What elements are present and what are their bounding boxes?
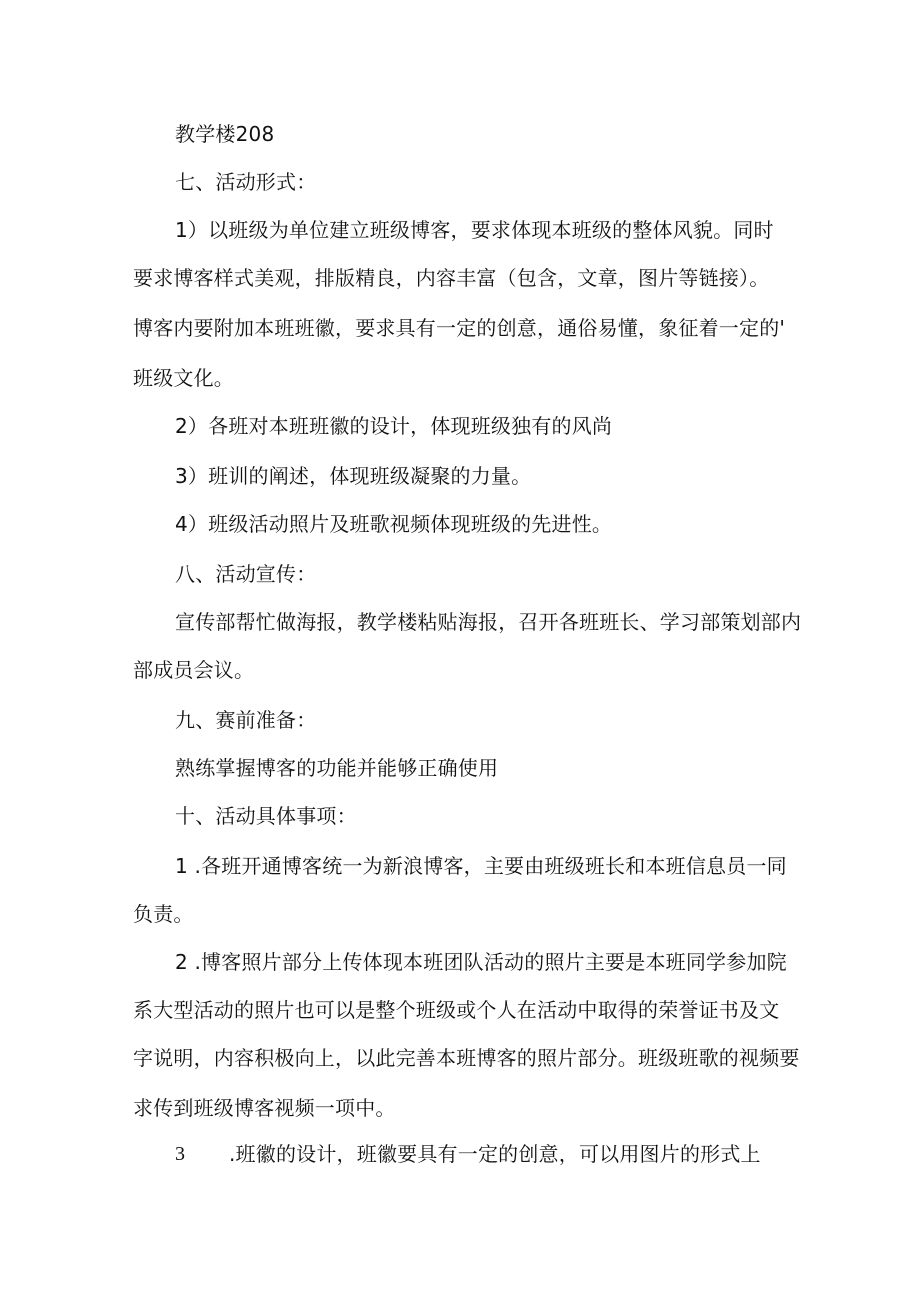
text-line: 2 .博客照片部分上传体现本班团队活动的照片主要是本班同学参加院 (175, 950, 787, 974)
section-heading: 九、赛前准备： (175, 708, 317, 732)
text-line: 熟练掌握博客的功能并能够正确使用 (175, 756, 499, 780)
text-line: 系大型活动的照片也可以是整个班级或个人在活动中取得的荣誉证书及文 (133, 998, 780, 1022)
text-line: 负责。 (133, 902, 194, 926)
text-line: 班级文化。 (133, 366, 234, 390)
text-line: .班徽的设计，班徽要具有一定的创意，可以用图片的形式上 (229, 1142, 761, 1166)
section-heading: 八、活动宣传： (175, 562, 317, 586)
text-line: 部成员会议。 (133, 658, 255, 682)
text-line: 字说明，内容积极向上，以此完善本班博客的照片部分。班级班歌的视频要 (133, 1046, 800, 1070)
text-line: 要求博客样式美观，排版精良，内容丰富（包含，文章，图片等链接）。 (133, 266, 770, 290)
text-line: 宣传部帮忙做海报，教学楼粘贴海报，召开各班班长、学习部策划部内 (175, 610, 802, 634)
section-heading: 十、活动具体事项： (175, 804, 357, 828)
text-line: 1）以班级为单位建立班级博客，要求体现本班级的整体风貌。同时 (175, 218, 774, 242)
text-line: 教学楼208 (175, 122, 275, 146)
text-line: 4）班级活动照片及班歌视频体现班级的先进性。 (175, 512, 613, 536)
text-line: 2）各班对本班班徽的设计，体现班级独有的风尚 (175, 414, 613, 438)
section-heading: 七、活动形式： (175, 170, 317, 194)
text-line: 求传到班级博客视频一项中。 (133, 1096, 396, 1120)
text-line: 博客内要附加本班班徽，要求具有一定的创意，通俗易懂，象征着一定的' (133, 316, 786, 340)
text-line: 3）班训的阐述，体现班级凝聚的力量。 (175, 464, 532, 488)
list-number: 3 (175, 1143, 186, 1165)
text-line: 1 .各班开通博客统一为新浪博客，主要由班级班长和本班信息员一同 (175, 854, 787, 878)
